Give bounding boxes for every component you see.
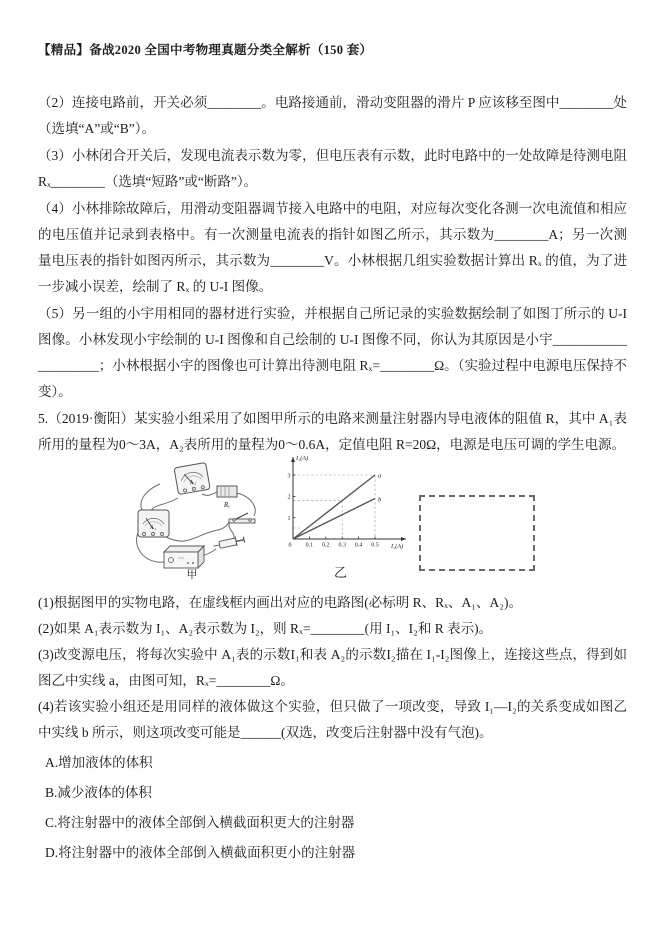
wire [237,493,255,516]
syringe [213,535,245,551]
ammeter-a1-label: A₁ [149,525,157,531]
ammeter-a1 [138,510,169,537]
q4-part3: （3）小林闭合开关后，发现电流表示数为零，但电压表有示数，此时电路中的一处故障是待测电阻 Rₓ________（选填“短路”或“断路”）。 [38,148,627,189]
x-tick: 0.3 [338,542,346,549]
figure-area [38,455,627,590]
q5-option-b: B.减少液体的体积 [45,785,152,800]
wire [166,520,230,541]
ammeter-a2 [174,462,210,494]
q5-stem: 5.（2019·衡阳）某实验小组采用了如图甲所示的电路来测量注射器内导电液体的阻值 R，其中 A₁表所用的量程为0～3A，A₂表所用的量程为0～0.6A，定值电阻 R=20Ω，电源是电压可调的学生电源。 [38,411,627,452]
resistor-label: Rₓ [223,501,231,509]
q4-part4: （4）小林排除故障后，用滑动变阻器调节接入电路中的电阻，对应每次变化各测一次电流值和相应的电压值并记录到表格中。有一次测量电流表的指针如图乙所示，其示数为________A；另一次测量电压表的指针如图丙所示，其示数为________V。小林根据几组实验数据计算出 Rₓ 的值，为了进一步减小误差，绘制了 Rₓ 的 U-I 图像。 [38,201,627,294]
power-supply [164,546,204,568]
wire [202,492,218,495]
q5-sub4: (4)若该实验小组还是用同样的液体做这个实验，但只做了一项改变，导致 I₁—I₂的关系变成如图乙中实线 b 所示，则这项改变可能是______(双选，改变后注射器中没有气泡)。 [38,699,627,740]
y-axis-label: I₁(A) [296,455,309,462]
x-axis-label: I₂(A) [391,543,404,550]
terminal [187,562,189,564]
series-b-line [293,499,375,540]
x-axis-arrow [401,537,406,541]
ammeter-a2-label: A₂ [189,479,197,487]
terminal [142,532,145,535]
q5-option-c: C.将注射器中的液体全部倒入横截面积更大的注射器 [45,815,355,830]
terminal [201,485,205,489]
terminal [160,532,163,535]
resistor-rx [217,486,237,509]
q5-sub2: (2)如果 A₁表示数为 I₁、A₂表示数为 I₂，则 Rₓ=________(用 I₁、I₂和 R 表示)。 [38,621,493,636]
circuit-drawing-box [419,495,535,571]
apparatus-figure-jia [130,460,262,582]
terminal [151,532,154,535]
switch [229,513,255,523]
page-title: 【精品】备战2020 全国中考物理真题分类全解析（150 套） [38,43,373,57]
origin-label: 0 [288,542,292,549]
q4-part2: （2）连接电路前，开关必须________。电路接通前，滑动变阻器的滑片 P 应该移至图中________处（选填“A”或“B”）。 [38,95,627,136]
series-a-label: a [378,472,382,480]
graph-figure-yi [278,452,418,556]
y-axis-arrow [291,457,295,462]
x-tick: 0.5 [371,542,379,549]
syringe-needle [214,545,220,546]
q5-sub3: (3)改变源电压，将每次实验中 A₁表的示数I₁和表 A₂的示数I₂描在 I₁-I₂图像上，连接这些点，得到如图乙中实线 a，由图可知，Rₓ=________Ω。 [38,647,627,688]
q4-part5: （5）另一组的小宇用相同的器材进行实验，并根据自己所记录的实验数据绘制了如图丁所示的 U-I 图像。小林发现小宇绘制的 U-I 图像和自己绘制的 U-I 图像不同，你认为其原因是小宇____________________；小林根据小宇的图像也可计算出待测电阻 Rₓ=________Ω。（实验过程中电源电压保持不变）。 [38,306,627,399]
terminal [183,489,187,493]
y-tick: 1 [287,516,291,522]
x-tick: 0.4 [354,542,363,549]
x-tick: 0.1 [305,542,314,549]
y-tick: 2 [287,494,291,501]
y-tick: 3 [287,473,291,480]
q5-sub1: (1)根据图甲的实物电路，在虚线框内画出对应的电路图(必标明 R、Rₓ、A₁、A₂)。 [38,595,522,610]
terminal [192,562,194,564]
figure-yi-label: 乙 [334,565,348,580]
syringe-plunger [236,540,244,542]
x-tick: 0.2 [322,542,330,549]
series-b-label: b [378,496,382,504]
series-a-line [293,475,375,539]
terminal [192,487,196,491]
q5-option-a: A.增加液体的体积 [45,755,153,770]
figure-jia-label: 甲 [186,569,198,581]
q5-option-d: D.将注射器中的液体全部倒入横截面积更小的注射器 [45,845,356,860]
